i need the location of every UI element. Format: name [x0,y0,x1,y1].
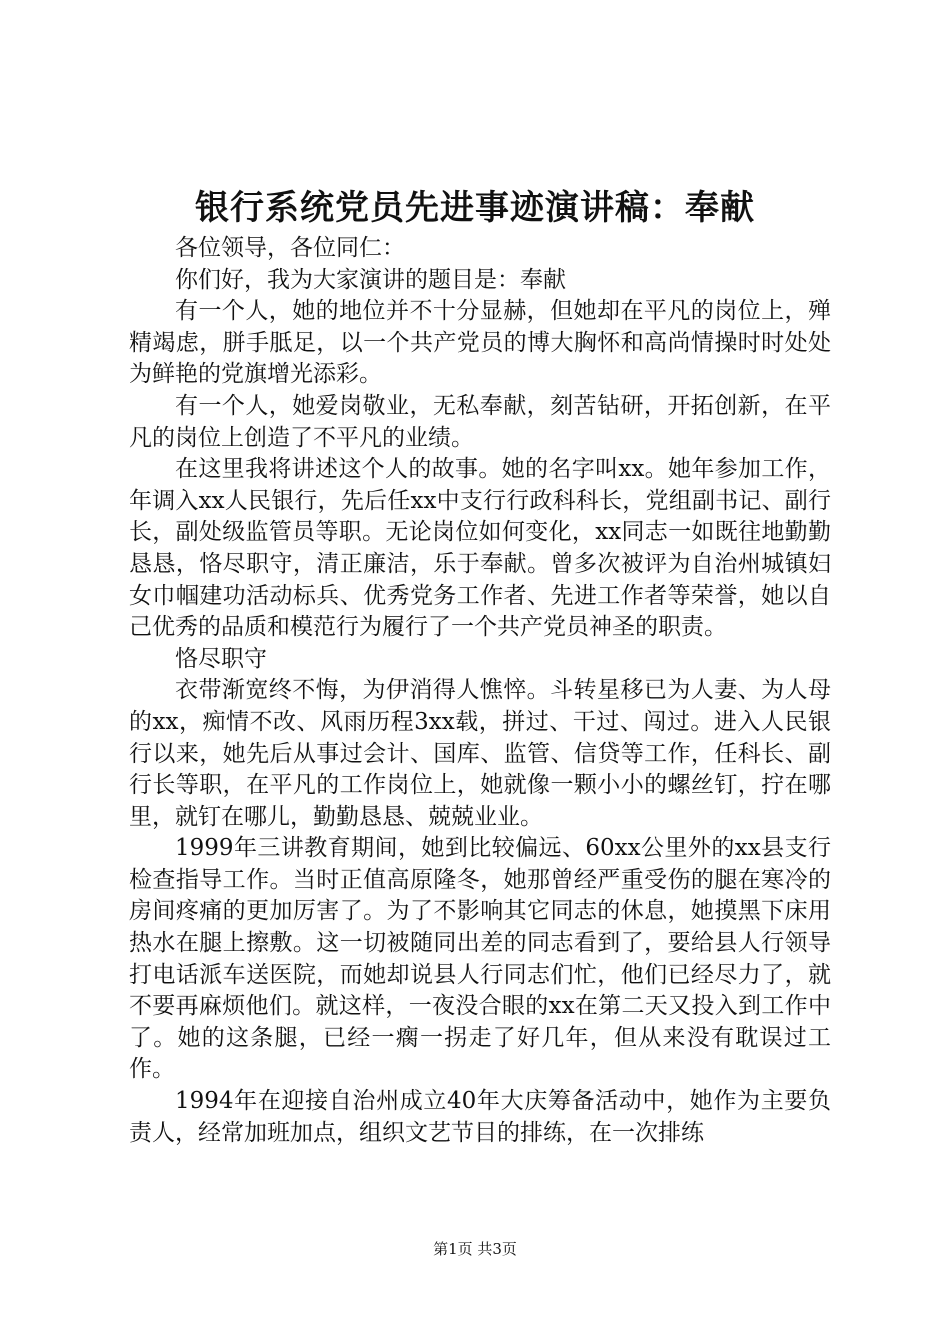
body-paragraph: 有一个人，她的地位并不十分显赫，但她却在平凡的岗位上，殚精竭虑，胼手胝足，以一个共产党员的博大胸怀和高尚情操时时处处为鲜艳的党旗增光添彩。 [129,298,831,388]
document-title: 银行系统党员先进事迹演讲稿：奉献 [195,188,755,228]
section-heading: 恪尽职守 [175,645,267,672]
document-body [129,233,831,1149]
body-paragraph: 1994年在迎接自治州成立40年大庆筹备活动中，她作为主要负责人，经常加班加点，组织文艺节目的排练，在一次排练 [129,1088,831,1146]
page-footer: 第1页 共3页 [433,1240,517,1258]
body-paragraph: 有一个人，她爱岗敬业，无私奉献，刻苦钻研，开拓创新，在平凡的岗位上创造了不平凡的业绩。 [129,392,831,451]
salutation-paragraph: 各位领导，各位同仁： [175,235,405,261]
greeting-paragraph: 你们好，我为大家演讲的题目是：奉献 [175,266,566,293]
body-paragraph: 在这里我将讲述这个人的故事。她的名字叫xx。她年参加工作，年调入xx人民银行，先后任xx中支行行政科科长，党组副书记、副行长，副处级监管员等职。无论岗位如何变化，xx同志一如既往地勤勤恳恳，恪尽职守，清正廉洁，乐于奉献。曾多次被评为自治州城镇妇女巾帼建功活动标兵、优秀党务工作者、先进工作者等荣誉，她以自己优秀的品质和模范行为履行了一个共产党员神圣的职责。 [129,456,831,641]
body-paragraph: 衣带渐宽终不悔，为伊消得人憔悴。斗转星移已为人妻、为人母的xx，痴情不改、风雨历程3xx载，拼过、干过、闯过。进入人民银行以来，她先后从事过会计、国库、监管、信贷等工作，任科长、副行长等职，在平凡的工作岗位上，她就像一颗小小的螺丝钉，拧在哪里，就钉在哪儿，勤勤恳恳、兢兢业业。 [129,677,831,830]
body-paragraph: 1999年三讲教育期间，她到比较偏远、60xx公里外的xx县支行检查指导工作。当时正值高原隆冬，她那曾经严重受伤的腿在寒冷的房间疼痛的更加厉害了。为了不影响其它同志的休息，她摸黑下床用热水在腿上擦敷。这一切被随同出差的同志看到了，要给县人行领导打电话派车送医院，而她却说县人行同志们忙，他们已经尽力了，就不要再麻烦他们。就这样，一夜没合眼的xx在第二天又投入到工作中了。她的这条腿，已经一瘸一拐走了好几年，但从来没有耽误过工作。 [129,835,831,1083]
